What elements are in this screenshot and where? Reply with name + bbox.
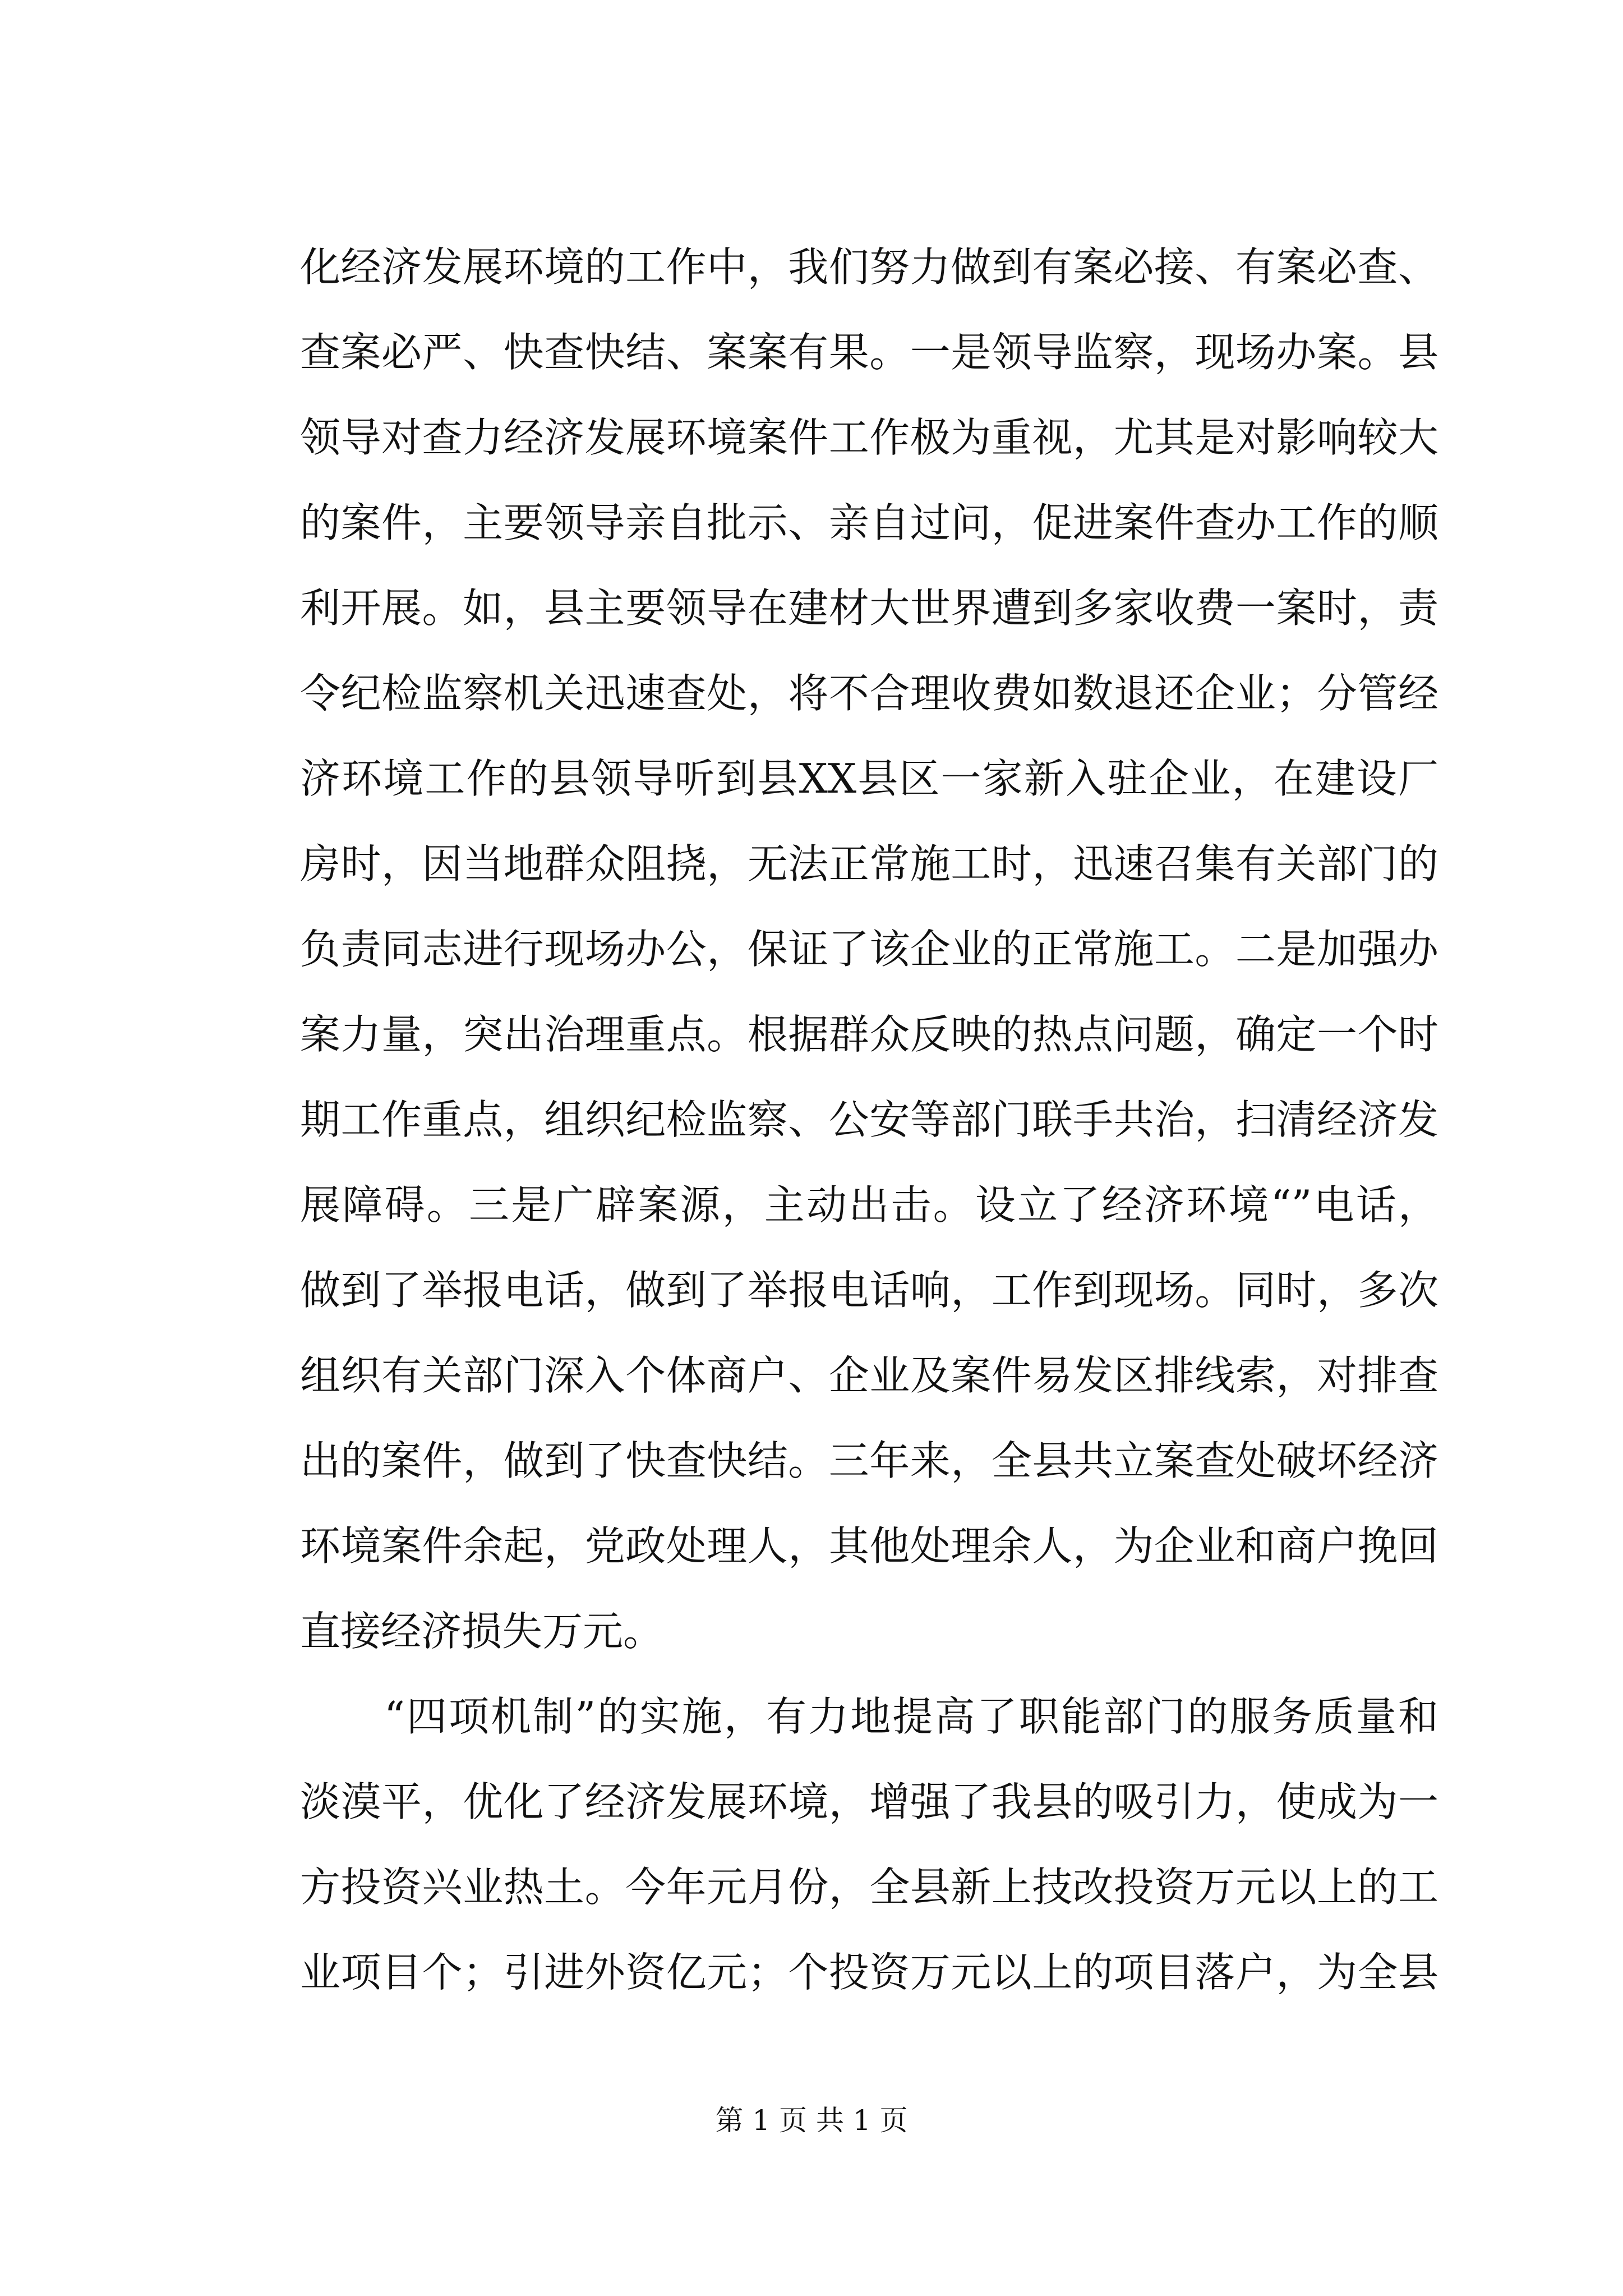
- text-line: 环境案件余起，党政处理人，其他处理余人，为企业和商户挽回: [300, 1522, 1438, 1570]
- text-line: 的案件，主要领导亲自批示、亲自过问，促进案件查办工作的顺: [300, 499, 1438, 546]
- text-line: 案力量，突出治理重点。根据群众反映的热点问题，确定一个时: [300, 1011, 1438, 1058]
- paragraph-1: [300, 224, 1438, 1674]
- text-line: 查案必严、快查快结、案案有果。一是领导监察，现场办案。县: [300, 329, 1438, 376]
- text-line: 展障碍。三是广辟案源，主动出击。设立了经济环境“”电话，: [300, 1181, 1438, 1228]
- document-body: [300, 224, 1438, 2015]
- text-line: 领导对查力经济发展环境案件工作极为重视，尤其是对影响较大: [300, 414, 1438, 461]
- text-line: 淡漠平，优化了经济发展环境，增强了我县的吸引力，使成为一: [300, 1778, 1438, 1825]
- text-line: 出的案件，做到了快查快结。三年来，全县共立案查处破坏经济: [300, 1437, 1438, 1484]
- text-line: 利开展。如，县主要领导在建材大世界遭到多家收费一案时，责: [300, 585, 1438, 632]
- text-line: 期工作重点，组织纪检监察、公安等部门联手共治，扫清经济发: [300, 1096, 1438, 1143]
- text-line: 直接经济损失万元。: [300, 1608, 664, 1655]
- paragraph-2: [300, 1674, 1438, 2015]
- text-line: 房时，因当地群众阻挠，无法正常施工时，迅速召集有关部门的: [300, 840, 1438, 887]
- text-line: 方投资兴业热土。今年元月份，全县新上技改投资万元以上的工: [300, 1864, 1438, 1911]
- page-number-footer: 第 1 页 共 1 页: [715, 2104, 908, 2137]
- text-line: 济环境工作的县领导听到县XX县区一家新入驻企业，在建设厂: [300, 755, 1438, 802]
- text-line: “四项机制”的实施，有力地提高了职能部门的服务质量和: [384, 1693, 1438, 1740]
- text-line: 业项目个；引进外资亿元；个投资万元以上的项目落户，为全县: [300, 1949, 1438, 1996]
- text-line: 化经济发展环境的工作中，我们努力做到有案必接、有案必查、: [300, 243, 1438, 291]
- text-line: 令纪检监察机关迅速查处，将不合理收费如数退还企业；分管经: [300, 670, 1438, 717]
- text-line: 做到了举报电话，做到了举报电话响，工作到现场。同时，多次: [300, 1267, 1438, 1314]
- text-line: 组织有关部门深入个体商户、企业及案件易发区排线索，对排查: [300, 1352, 1438, 1399]
- text-line: 负责同志进行现场办公，保证了该企业的正常施工。二是加强办: [300, 926, 1438, 973]
